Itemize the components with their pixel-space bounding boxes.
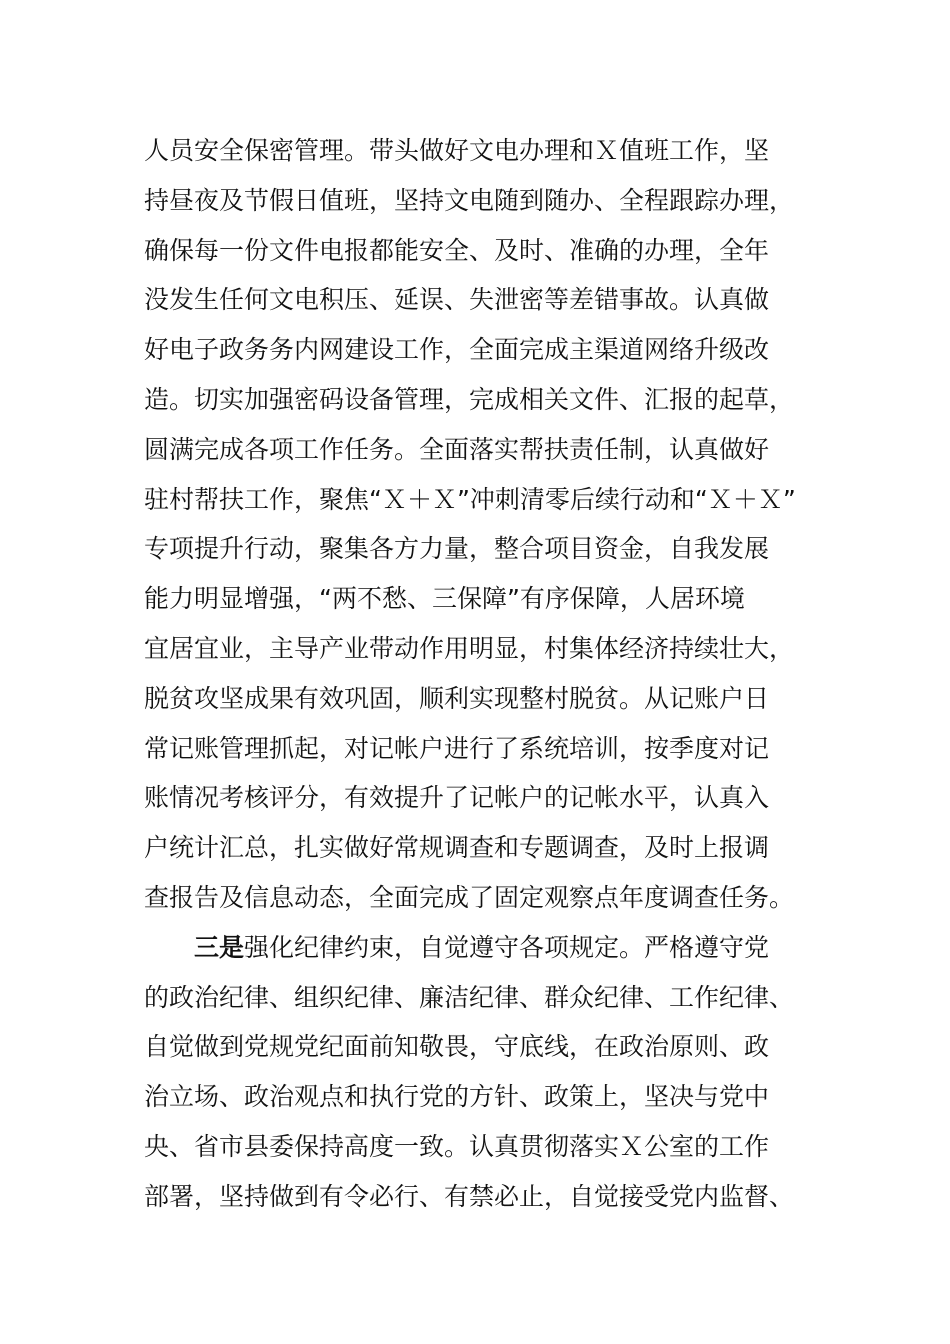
paragraph-first-text: 强化纪律约束，自觉遵守各项规定。严格遵守党 (244, 932, 770, 962)
text-line: 人员安全保密管理。带头做好文电办理和Ｘ值班工作，坚 (144, 136, 770, 165)
text-line: 自觉做到党规党纪面前知敬畏，守底线，在政治原则、政 (144, 1032, 770, 1062)
text-line: 治立场、政治观点和执行党的方针、政策上，坚决与党中 (144, 1082, 770, 1112)
text-line: 造。切实加强密码设备管理，完成相关文件、汇报的起草， (144, 384, 795, 414)
text-line: 宜居宜业，主导产业带动作用明显，村集体经济持续壮大， (144, 633, 795, 663)
text-line: 账情况考核评分，有效提升了记帐户的记帐水平，认真入 (144, 783, 770, 813)
text-line: 部署，坚持做到有令必行、有禁必止，自觉接受党内监督、 (144, 1181, 795, 1211)
text-line: 央、省市县委保持高度一致。认真贯彻落实Ｘ公室的工作 (144, 1131, 770, 1161)
text-line: 圆满完成各项工作任务。全面落实帮扶责任制，认真做好 (144, 434, 770, 464)
text-line: 常记账管理抓起，对记帐户进行了系统培训，按季度对记 (144, 733, 770, 763)
text-line: 持昼夜及节假日值班，坚持文电随到随办、全程跟踪办理， (144, 185, 795, 215)
paragraph-start-line (144, 923, 814, 973)
text-line: 没发生任何文电积压、延误、失泄密等差错事故。认真做 (144, 285, 770, 315)
text-line: 户统计汇总，扎实做好常规调查和专题调查，及时上报调 (144, 833, 770, 863)
text-line: 的政治纪律、组织纪律、廉洁纪律、群众纪律、工作纪律、 (144, 982, 795, 1012)
paragraph-lead: 三是 (194, 932, 245, 962)
body-text (144, 126, 814, 1222)
text-line: 确保每一份文件电报都能安全、及时、准确的办理，全年 (144, 235, 770, 265)
text-line: 好电子政务务内网建设工作，全面完成主渠道网络升级改 (144, 335, 770, 365)
text-line: 专项提升行动，聚集各方力量，整合项目资金，自我发展 (144, 534, 770, 564)
text-line: 驻村帮扶工作，聚焦“Ｘ＋Ｘ”冲刺清零后续行动和“Ｘ＋Ｘ” (144, 484, 796, 514)
text-line: 查报告及信息动态，全面完成了固定观察点年度调查任务。 (144, 882, 795, 912)
text-line: 脱贫攻坚成果有效巩固，顺利实现整村脱贫。从记账户日 (144, 683, 770, 713)
text-line: 能力明显增强，“两不愁、三保障”有序保障，人居环境 (144, 584, 745, 614)
